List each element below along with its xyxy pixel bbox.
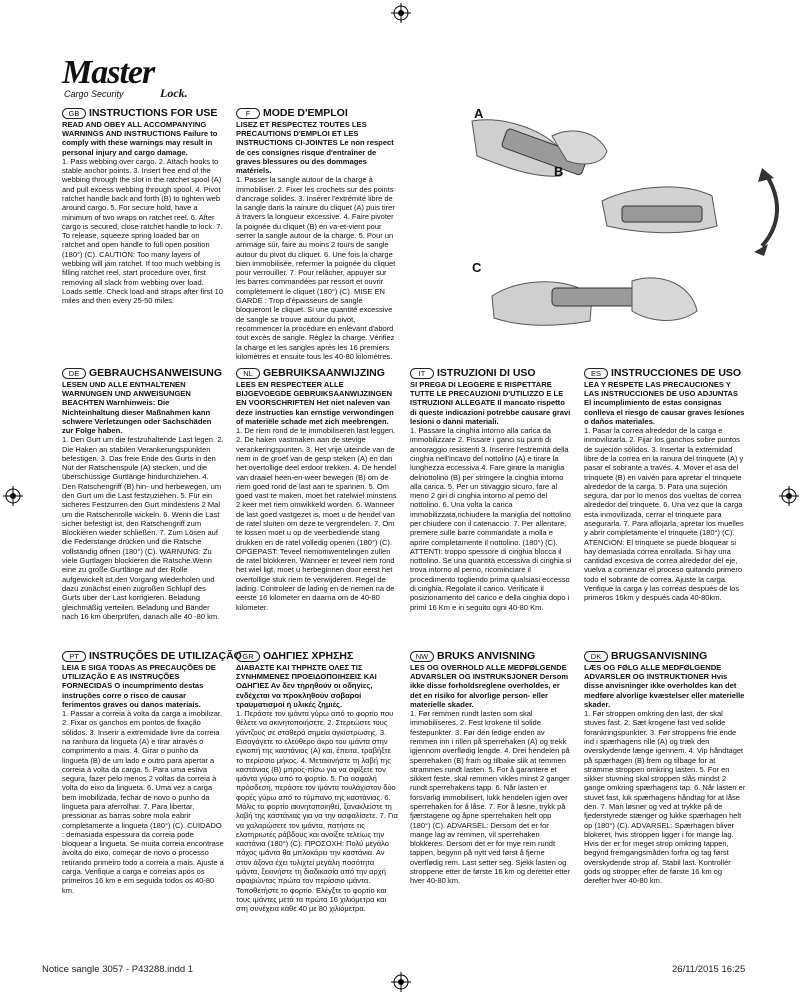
instructions-text: 1. Før stroppen omkring den last, der skal stuves fast. 2. Sæt krogene fast ved solide forankringspunkter. 3. Før stroppens frie ende ind i spærhagens rille (A) og træk den overskydende længe igennem. 4. Vip håndtaget på spærhagen (B) frem og tilbage for at stramme stroppen omkring lasten. 5. For en sikker stuvning skal stroppen slås mindst 2 gange omkring spærhagens tap. 6. Når lasten er stuvet fast, luk spærhagens håndtag for at låse den. 7. Man løsner og ved at trykke på de fjederstyrede stænger og lukke spærhagen helt op (180°) (C). ADVARSEL: Spærhagen bliver blokeret, hvis stroppen ligger i for mange lag. Hvis der er for meget strop omkring tappen, begynd fremgangsmåden forfra og tag først overskydende strop af. Stabil last. Kontrollér gods og stropper efter de første 16 km og derefter hver 40-80 km. (584, 709, 746, 886)
instructions-text: 1. Pasar la correa alrededor de la carga e inmovilizarla. 2. Fijar los ganchos sobre puntos de sujeción sólidos. 3. Insertar la extremidad libre de la correa en la ranura del trinquete (A) y pasar el sobrante a través. 4. Mover el asa del trinquete (B) en vaivén para apretar el trinquete alrededor de la carga. 5. Para una sujeción segura, dar por lo menos dos vueltas de correa alrededor del trinquete. 6. Una vez que la carga esta inmovilizada, cerrar el trinquete para asegurarla. 7. Para aflojarla, apretar los muelles y abrir completamente el trinquete (180°) (C). ATENCION: El trinquete se puede bloquear si hay demasiada correa enrollada. Si hay una cantidad excesiva de correa alrededor del eje, vuelva a comenzar el proceso quitando primero todo el sobrante de correa. Ajuste la carga. Verifique la carga y las correas después de los primeros 16km y después cada 40-80km. (584, 426, 744, 603)
section-title: GEBRAUCHSANWEISUNG (89, 367, 223, 379)
section-title: ΟΔΗΓΙΕΣ ΧΡΗΣΗΣ (263, 650, 354, 662)
section-title: INSTRUCCIONES DE USO (611, 367, 742, 379)
section-gb (62, 107, 224, 357)
language-code: NW (410, 651, 434, 662)
instructions-text: 1. Περάστε τον ιμάντα γύρω από το φορτίο που θέλετε να ακινητοποιήσετε. 2. Στερεώστε τους γάντζους σε σταθερά σημεία αγκίστρωσης. 3. Εισαγάγετε το ελεύθερο άκρο του ιμάντα στην εγκοπή της καστάνιας (A) και, έπειτα, τραβήξτε το περίσσιο μήκος. 4. Μετακινήστε τη λαβή της καστάνιας (B) μπρος-πίσω για να σφίξετε τον ιμάντα γύρω από το φορτίο. 5. Για ασφαλή πρόσδεση, περάστε τον ιμάντα τουλάχιστον δύο φορές γύρω από το τύμπανο της καστάνιας. 6. Μόλις το φορτίο ακινητοποιηθεί, ξανακλείστε τη λαβή της καστάνιας για να την ασφαλίσετε. 7. Για να χαλαρώσετε τον ιμάντα, πατήστε τις ελατηριωτές ράβδους και ανοίξτε τελείως την καστάνια (180°) (C). ΠΡΟΣΟΧΗ: Πολύ μεγάλο πάχος ιμάντα θα μπλοκάρει την καστάνια. Αν στον άξονα έχει τυλιχτεί μεγάλη ποσότητα ιμάντα, ξεκινήστε τη διαδικασία από την αρχή αφαιρώντας πρώτα τον περίσσιο ιμάντα. Τοποθετήστε το φορτίο. Ελέγξτε το φορτίο και τους ιμάντες μετά τα πρώτα 16 χιλιόμετρα και στη συνέχεια κάθε 40 με 80 χιλιόμετρα. (236, 709, 398, 914)
section-it (410, 367, 572, 645)
warning-text: LÆS OG FØLG ALLE MEDFØLGENDE ADVARSLER OG INSTRUKTIONER Hvis disse anvisninger ikke overholdes kan det medføre alvorlige kvæstelser eller materielle skader. (584, 663, 745, 709)
section-title: ISTRUZIONI DI USO (437, 367, 536, 379)
brand-name: Master (62, 54, 155, 91)
warning-text: READ AND OBEY ALL ACCOMPANYING WARNINGS AND INSTRUCTIONS Failure to comply with these warnings may result in personal injury and cargo damage. (62, 120, 218, 157)
section-gr (236, 650, 398, 950)
language-code: PT (62, 651, 86, 662)
figure-label-c: C (472, 260, 482, 275)
hand-ratchet-b-icon (602, 168, 777, 256)
ratchet-illustration (432, 106, 777, 356)
language-code: NL (236, 368, 260, 379)
hand-ratchet-c-icon (492, 278, 697, 325)
footer-file: Notice sangle 3057 - P43288.indd 1 (42, 964, 194, 975)
section-fr (236, 107, 398, 363)
instructions-text: 1. Passar a correia à volta da carga a imobilizar. 2. Fixar os ganchos em pontos de fixação sólidos. 3. Inserir a extremidade livre da correia na ranhura da lingueta (A) e tirar através o comprimento a mais. 4. Girar o punho da lingueta (B) de um lado e outro para apertar a correia à volta da carga. 5. Para uma estiva segura, fazer pelo menos 2 voltas da correia à volta do eixo da lingueta. 6. Uma vez a carga bem imobilizada, fechar de novo o punho da lingueta para aferrolhar. 7. Para libertar, pressionar as barras sobre mola eabrir completamente a lingueta (180°) (C). CUIDADO : demasiada espessura da correia pode bloquear a lingueta. Se muita correia encontrase àvolta do eixo, comeҫar de novo o processo retirando primeiro todo a correia a mais. Ajuste a carga. Verifique a carga e correias após os primeiros 16 km e em seguida todos os 40-80 km. (62, 709, 224, 895)
language-code: GB (62, 108, 86, 119)
warning-text: LEA Y RESPETE LAS PRECAUCIONES Y LAS INSTRUCCIONES DE USO ADJUNTAS El incumplimiento de estas consignas conlleva el riesgo de causar graves lesiones o daños materiales. (584, 380, 745, 426)
warning-text: ΔΙΑΒΑΣΤΕ ΚΑΙ ΤΗΡΗΣΤΕ ΟΛΕΣ ΤΙΣ ΣΥΝΗΜΜΕΝΕΣ ΠΡΟΕΙΔΟΠΟΙΗΣΕΙΣ ΚΑΙ ΟΔΗΓΙΕΣ Αν δεν τηρηθούν οι οδηγίες, ενδέχεται να προκληθούν σοβαροί τραυματισμοί ή υλικές ζημιές. (236, 663, 377, 709)
language-code: GR (236, 651, 260, 662)
brand-suffix: Lock. (160, 86, 188, 100)
instructions-text: 1. De riem rond de te immobiliseren last leggen. 2. De haken vastmaken aan de stevige verankeringspunten. 3. Het vrije uiteinde van de riem in de groef van de gesp steken (A) en dan het overtollige deel erdoor trekken. 4. De hendel van draaiel heen-en-weer bewegen (B) om de riem goed rond de last aan te spannen. 5. Om goed vast te maken, moet het ratelwiel minstens 2 keer met riem omwikkeld worden. 6. Wanneer de last goed vastgezet is, moet u de hendel van de ratel sluiten om deze te vergrendelen. 7. Om te lossen moet u op de veerbediende stang drukken en de ratel volledig openen (180°) (C). OPGEPAST: Teveel riemomwentelingen zullen de ratel blokkeren. Wanneer er teveel riem rond het wiel ligt, moet u herbeginnen door eerst het overtollige stuk riem te verwijderen. Regel de lading. Controleer de lading en de riemen na de eerste 16 kilometer en daarna om de 40-80 kilometer. (236, 426, 397, 612)
brand-tagline: Cargo Security (64, 89, 124, 99)
instructions-text: 1. Før remmen rundt lasten som skal immobiliseres. 2. Fest krokene til solide festepunkter. 3. Før den ledige enden av remmen inn i rillen på sperrehaken (A) og trekk igjennom overflødig lengde. 4. Drei hendelen på sperrehaken (B) fram og tilbake slik at remmen strammes rundt lasten. 5. For å garantere et sikkert feste, skal remmen vikles minst 2 ganger rundt sperrehakens tapp. 6. Når lasten er forsvarlig immobilisert, lukk hendelen igjen over sperrehaken for å låse. 7. For å løsne, trykk på fjærstagene og åpne sperrehaken helt opp (180°) (C). ADVARSEL: Dersom det er for mange lag av remmen, vil sperrehaken blokkeres. Dersom det er for mye rem rundt tappen, begynn på nytt ved først å fjerne overflødig rem. Last setter seg. Sjekk lasten og stroppene etter de første 16 km og deretter etter hver 40-80 km. (410, 709, 571, 886)
instructions-text: 1. Pass webbing over cargo. 2. Attach hooks to stable anchor points. 3. Insert free end of the webbing through the slot in the ratchet spool (A) and pull excess webbing through spool. 4. Pivot ratchet handle back and forth (B) to tighten web around cargo. 5. For secure hold, have a minimum of two wraps on ratchet reel. 6. After cargo is secured, close ratchet handle to lock. 7. To release, squeeze spring loaded bar on ratchet and open handle to full open position (180°) (C). CAUTION: Too many layers of webbing will jam ratchet. If too much webbing is filling ratchet reel, start procedure over, first removing all slack from webbing over load. Loads settle. Check load and straps after first 10 miles and then every 25-50 miles. (62, 156, 223, 306)
registration-mark-top (391, 3, 411, 23)
language-code: DK (584, 651, 608, 662)
section-title: INSTRUÇÕES DE UTILIZAÇÃO (89, 650, 242, 662)
warning-text: SI PREGA DI LEGGERE E RISPETTARE TUTTE LE PRECAUZIONI D'UTILIZZO E LE ISTRUZIONI ALLEGATE Il mancato rispetto di queste indicazioni potrebbe causare gravi lesioni o danni materiali. (410, 380, 571, 426)
language-code: DE (62, 368, 86, 379)
section-title: INSTRUCTIONS FOR USE (89, 107, 218, 119)
registration-mark-left (3, 486, 23, 506)
section-title: MODE D'EMPLOI (263, 107, 348, 119)
hand-ratchet-a-icon (472, 120, 607, 176)
warning-text: LISEZ ET RESPECTEZ TOUTES LES PRECAUTIONS D'EMPLOI ET LES INSTRUCTIONS CI-JOINTES Le non respect de ces consignes risque d'entraîner de graves blessures ou des dommages matériels. (236, 120, 394, 176)
section-title: BRUGSANVISNING (611, 650, 708, 662)
section-pt (62, 650, 242, 950)
section-title: GEBRUIKSAANWIJZING (263, 367, 385, 379)
section-es (584, 367, 746, 645)
warning-text: LES OG OVERHOLD ALLE MEDFØLGENDE ADVARSLER OG INSTRUKSJONER Dersom ikke disse forholdsreglene overholdes, er det en risiko for alvorlige person- eller materielle skader. (410, 663, 569, 709)
figure-label-a: A (474, 106, 484, 121)
footer-date: 26/11/2015 16:25 (672, 964, 746, 975)
instructions-text: 1. Den Gurt um die festzuhaltende Last legen. 2. Die Haken an stabilen Verankerungspunkten befestigen. 3. Das freie Ende des Gurts in den Nut der Ratschenspule (A) stecken, und die überschüssige Gurtlänge hindurchziehen. 4. Den Ratschengriff (B) hin- und herbewegen, um den Gurt um die Last festzuziehen. 5. Für ein sicheres Festzurren den Gurt mindestens 2 Mal um die Ratschenrolle wickeln. 6. Wenn die Last sicher befestigt ist, den Ratschengriff zum Blockieren wieder schließen. 7. Zum Lösen auf die Federstange drücken und die Ratsche vollständig öffnen (180°) (C). WARNUNG: Zu viele Gurtlagen blockieren die Ratsche.Wenn eine zu große Gurtlänge auf der Rolle aufgewickelt ist,den Vorgang wiederholen und dazu zunächst einen zugroßen Schlupf des Gurts über der Last korrigieren. Beladung gleichmäßig verteilen. Beladung und Bänder nach 16 km überprüfen, danach alle 40 -80 km. (62, 435, 224, 621)
instructions-text: 1. Passer la sangle autour de la charge à immobiliser. 2. Fixer les crochets sur des points d'ancrage solides. 3. Insérer l'extrémité libre de la sangle dans la rainure du cliquet (A) puis tirer à travers la longueur excessive. 4. Faire pivoter la poignée du cliquet (B) en va-et-vient pour serrer la sangle autour de la charge. 5. Pour un arrimage sûr, faire au moins 2 tours de sangle autour du pivot du cliquet. 6. Une fois la charge bien immobilisée, refermer la poignée du cliquet pour verrouiller. 7. Pour relâcher, appuyer sur les barres commandées par ressort et ouvrir complètement le cliquet (180°) (C). MISE EN GARDE : Trop d'épaisseurs de sangle bloqueront le cliquet. Si une quantité excessive de sangle se trouve autour du pivot, recommencer la procédure en enlevant d'abord tout excès de sangle. Réglez la charge. Vérifiez la charge et les sangles après les 16 premiers kilomètres et ensuite tous les 40-80 kilomètres. (236, 175, 396, 361)
section-nl (236, 367, 398, 645)
warning-text: LESEN UND ALLE ENTHALTENEN WARNUNGEN UND ANWEISUNGEN BEACHTEN Warnhinweis: Die Nichteinhaltung dieser Maßnahmen kann schwere Verletzungen oder Sachschäden zur Folge haben. (62, 380, 212, 436)
language-code: IT (410, 368, 434, 379)
registration-mark-bottom (391, 972, 411, 992)
section-de (62, 367, 224, 645)
section-nw (410, 650, 572, 950)
registration-mark-right (779, 486, 799, 506)
section-title: BRUKS ANVISNING (437, 650, 536, 662)
language-code: F (236, 108, 260, 119)
warning-text: LEIA E SIGA TODAS AS PRECAUÇÕES DE UTILIZAÇÃO E AS INSTRUÇÕES FORNECIDAS O incumprimento destas instruções corre o risco de causar ferimentos graves ou danos materiais. (62, 663, 216, 709)
section-dk (584, 650, 746, 950)
instructions-text: 1. Passare la cinghia intorno alla carica da immobilizzare 2. Fissare i ganci su punti di ancoraggio resistenti 3. Inserire l'estremità della cinghia nell'incavo del nottolino (A) e tirare la lunghezza eccessiva 4. Fare girare la maniglia delnottolino (B) per stringere la cinghia intorno alla carica. 5. Per un stivaggio sicuro, fare al meno 2 giri di cinghia intorno al perno del nottolino. 6. Una volta la carica immobilizzata,richiudere la maniglia del nottolino per chiudere con il catenaccio. 7. Per allentare, premere sulle barre commandate a molla e aprire completamente il nottolino. (180°) (C). ATTENTI: troppo spessore di cinghia blocca il nottolino. Se una quantità eccessiva di cinghia si trova intorno al perno, ricominciare il procedimento togliendo prima qualsiasi eccesso di cinghia. Regolate il carico. Verificate il posizionamento del carico e della cinghia dopo i primi 16 Km e in seguito ogni 40-80 Km. (410, 426, 572, 612)
warning-text: LEES EN RESPECTEER ALLE BIJGEVOEGDE GEBRUIKSAANWIJZINGEN EN VOORSCHRIFTEN Het niet naleven van deze instructies kan ernstige verwondingen of materiële schade met zich meebrengen. (236, 380, 394, 426)
master-lock-logo (62, 56, 192, 102)
language-code: ES (584, 368, 608, 379)
figure-label-b: B (554, 164, 564, 179)
